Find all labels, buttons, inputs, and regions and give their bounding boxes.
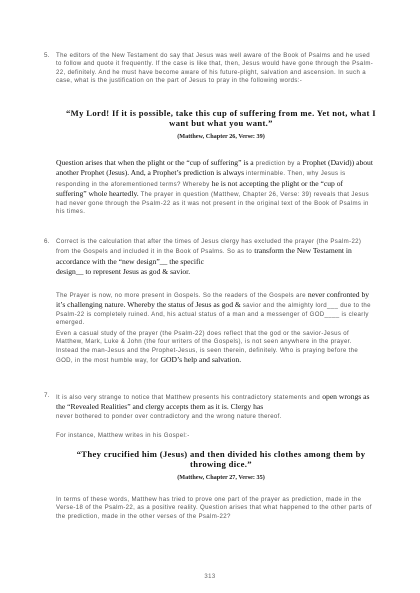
page-number: 313 xyxy=(204,574,216,580)
section-6-para1 xyxy=(56,238,374,278)
text-run: The prayer in question (Matthew, Chapter 26, Verse: 39) reveals that Jesus had never gone through the Psalm-22 as it was not present in the original text of the Book of Psalms in his times. xyxy=(56,191,370,216)
text-run: GOD’s help and salvation. xyxy=(160,355,242,365)
quote-block-2 xyxy=(66,449,376,481)
section-6 xyxy=(44,238,374,278)
section-number: 6. xyxy=(44,238,50,245)
text-run: transform the New Testament in accordance with the “new design”__ the specific xyxy=(56,246,352,266)
section-6-para3 xyxy=(56,330,374,366)
section-6-para3-text xyxy=(56,330,374,366)
text-run: interminable. Then, why Jesus is responding in the aforementioned terms? Whereby xyxy=(56,170,346,188)
section-5 xyxy=(44,52,374,86)
section-5-para1: The editors of the New Testament do say that Jesus was well aware of the Book of Psalms and he used to follow and quote it frequently. If the case is like that, then, Jesus would have gone through the Psalm-22, definitely. And he must have become aware of his future-plight, salvation and ascension. In such a case, what is the justification on the part of Jesus to pray in the following words:- xyxy=(56,52,374,85)
section-number: 5. xyxy=(44,52,50,59)
section-5-para2-text xyxy=(56,158,374,216)
quote-citation: (Matthew, Chapter 26, Verse: 39) xyxy=(177,132,265,140)
text-run: Question arises that when the plight or the “cup of suffering” is a xyxy=(56,158,256,167)
section-6-para2-text xyxy=(56,290,374,328)
quote-citation: (Matthew, Chapter 27, Verse: 35) xyxy=(177,473,265,481)
text-run: Correct is the calculation that after the times of Jesus clergy has excluded the prayer (the Psalm-22) from the Gospels and included it in the Book of Psalms. So as to xyxy=(56,238,362,256)
text-run: savior and the almighty lord___ due to the Psalm-22 is completely ruined. And, his actual status of a man and a messenger of GOD____ is clearly emerged. xyxy=(56,302,371,327)
text-run: design__ to represent Jesus as god & savior. xyxy=(56,267,191,277)
text-run: The Prayer is now, no more present in Gospels. So the readers of the Gospels are xyxy=(56,292,308,299)
section-7-para1 xyxy=(56,392,374,421)
section-6-para2 xyxy=(56,290,374,328)
section-7-para3-text: In terms of these words, Matthew has tried to prove one part of the prayer as prediction, made in the Verse-18 of the Psalm-22, as a positive reality. Question arises that what happened to the other parts of the prediction, made in the other verses of the Psalm-22? xyxy=(56,496,372,520)
quote-block-1 xyxy=(66,108,376,140)
text-run: he is not accepting the plight or the “cup of suffering” whole heartedly. xyxy=(56,178,344,199)
section-5-para2 xyxy=(56,158,374,216)
section-7-para3 xyxy=(56,496,374,521)
quote-text: “My Lord! If it is possible, take this cup of suffering from me. Yet not, what I want but what you want.” xyxy=(66,108,376,129)
text-run: never bothered to ponder over contradictory and the wrong nature thereof. xyxy=(56,412,282,420)
text-run: Even a casual study of the prayer (the Psalm-22) does reflect that the god or the savior-Jesus of Matthew, Mark, Luke & John (the four writers of the Gospels), is not seen anywhere in the prayer. Instead the man-Jesus and the Prophet-Jesus, is seen therein, definitely. Who is praying before the GOD, in the most humble way, for xyxy=(56,330,359,365)
text-run: open wrongs as the “Revealed Realities” and clergy accepts them as it is. Clergy has xyxy=(56,392,370,412)
section-7 xyxy=(44,392,374,421)
section-number: 7. xyxy=(44,392,50,399)
text-run: Prophet (David)) about another Prophet (Jesus). And, a Prophet’s prediction is always xyxy=(56,158,373,178)
text-run: never confronted by it’s challenging nature. Whereby the status of Jesus as god & xyxy=(56,290,370,310)
text-run: It is also very strange to notice that Matthew presents his contradictory statements and xyxy=(56,394,323,401)
section-7-para2-text: For instance, Matthew writes in his Gospel:- xyxy=(56,432,190,439)
quote-text: “They crucified him (Jesus) and then divided his clothes among them by throwing dice.” xyxy=(76,449,366,470)
section-7-para2 xyxy=(56,432,374,440)
text-run: prediction by a xyxy=(255,160,303,167)
